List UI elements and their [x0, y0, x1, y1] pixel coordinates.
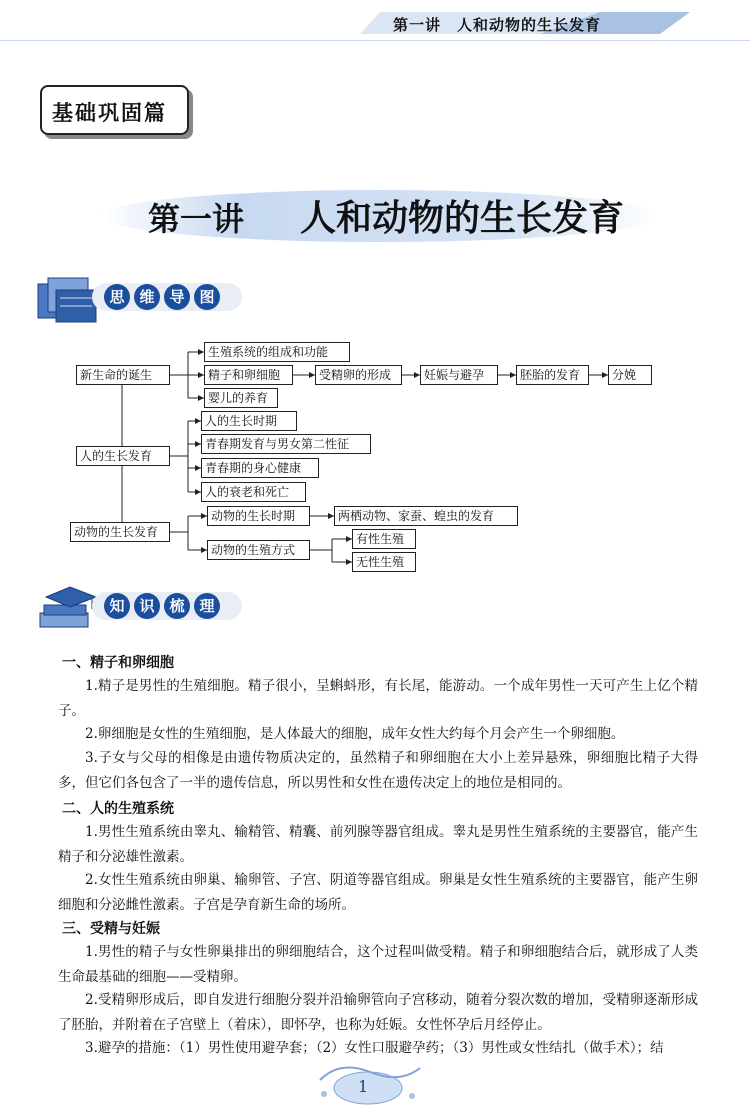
- header-title: 第一讲 人和动物的生长发育: [393, 16, 602, 34]
- mindmap-char-1: 思: [104, 284, 130, 310]
- mindmap-node-infant-care: 婴儿的养育: [204, 388, 278, 408]
- mindmap-node-aging: 人的衰老和死亡: [201, 482, 306, 502]
- heading-sperm-egg: 一、精子和卵细胞: [62, 655, 174, 671]
- mindmap-node-animal-reproduction: 动物的生殖方式: [207, 540, 310, 560]
- paragraph-2: 2.卵细胞是女性的生殖细胞，是人体最大的细胞，成年女性大约每个月会产生一个卵细胞。: [85, 726, 625, 742]
- knowledge-char-1: 知: [104, 593, 130, 619]
- page-number-ornament: [300, 1050, 440, 1110]
- paragraph-1: 1.精子是男性的生殖细胞。精子很小，呈蝌蚪形，有长尾，能游动。一个成年男性一天可产生上亿个精子。: [58, 678, 698, 719]
- mindmap-node-animal-periods: 动物的生长时期: [207, 506, 310, 526]
- paragraph-5: 2.女性生殖系统由卵巢、输卵管、子宫、阴道等器官组成。卵巢是女性生殖系统的主要器官，能产生卵细胞和分泌雌性激素。子宫是孕育新生命的场所。: [58, 872, 698, 913]
- header-divider: [0, 40, 750, 41]
- knowledge-char-3: 梳: [164, 593, 190, 619]
- paragraph-6: 1.男性的精子与女性卵巢排出的卵细胞结合，这个过程叫做受精。精子和卵细胞结合后，就形成了人类生命最基础的细胞——受精卵。: [58, 944, 698, 985]
- mindmap-node-asexual: 无性生殖: [352, 552, 416, 572]
- mindmap-node-human-growth: 人的生长发育: [76, 446, 170, 466]
- mindmap-char-2: 维: [134, 284, 160, 310]
- section-label: 基础巩固篇: [52, 100, 167, 125]
- mindmap-node-pregnancy: 妊娠与避孕: [420, 365, 498, 385]
- mindmap-node-animal-growth: 动物的生长发育: [70, 522, 170, 542]
- mindmap-node-fertilized-egg: 受精卵的形成: [315, 365, 402, 385]
- heading-reproductive-system: 二、人的生殖系统: [62, 801, 174, 817]
- graduation-cap-icon: [30, 585, 102, 635]
- paragraph-7: 2.受精卵形成后，即自发进行细胞分裂并沿输卵管向子宫移动，随着分裂次数的增加，受精卵逐渐形成了胚胎，并附着在子宫壁上（着床），即怀孕，也称为妊娠。女性怀孕后月经停止。: [58, 992, 698, 1033]
- mindmap-node-new-life: 新生命的诞生: [76, 365, 170, 385]
- mindmap-node-puberty: 青春期发育与男女第二性征: [201, 434, 371, 454]
- page-number: 1: [358, 1077, 369, 1096]
- mindmap-char-4: 图: [194, 284, 220, 310]
- mindmap-node-embryo: 胚胎的发育: [516, 365, 589, 385]
- mindmap-node-growth-periods: 人的生长时期: [201, 411, 297, 431]
- knowledge-char-2: 识: [134, 593, 160, 619]
- chapter-number: 第一讲: [148, 200, 245, 238]
- mindmap-node-reproductive-system: 生殖系统的组成和功能: [204, 342, 350, 362]
- books-icon: [30, 276, 102, 326]
- paragraph-3: 3.子女与父母的相像是由遗传物质决定的，虽然精子和卵细胞在大小上差异悬殊，卵细胞比精子大得多，但它们各包含了一半的遗传信息，所以男性和女性在遗传决定上的地位是相同的。: [58, 750, 698, 791]
- heading-fertilization: 三、受精与妊娠: [62, 921, 160, 937]
- knowledge-char-4: 理: [194, 593, 220, 619]
- mindmap-node-amphibian-insect: 两栖动物、家蚕、蝗虫的发育: [334, 506, 518, 526]
- paragraph-8: 3.避孕的措施：（1）男性使用避孕套；（2）女性口服避孕药；（3）男性或女性结扎（做手术）；结: [85, 1040, 664, 1056]
- paragraph-4: 1.男性生殖系统由睾丸、输精管、精囊、前列腺等器官组成。睾丸是男性生殖系统的主要器官，能产生精子和分泌雄性激素。: [58, 824, 698, 865]
- mindmap-node-sperm-egg: 精子和卵细胞: [204, 365, 293, 385]
- chapter-name: 人和动物的生长发育: [300, 197, 625, 239]
- mindmap-node-sexual: 有性生殖: [352, 529, 416, 549]
- mindmap-node-childbirth: 分娩: [608, 365, 652, 385]
- mindmap-node-puberty-health: 青春期的身心健康: [201, 458, 319, 478]
- mindmap-char-3: 导: [164, 284, 190, 310]
